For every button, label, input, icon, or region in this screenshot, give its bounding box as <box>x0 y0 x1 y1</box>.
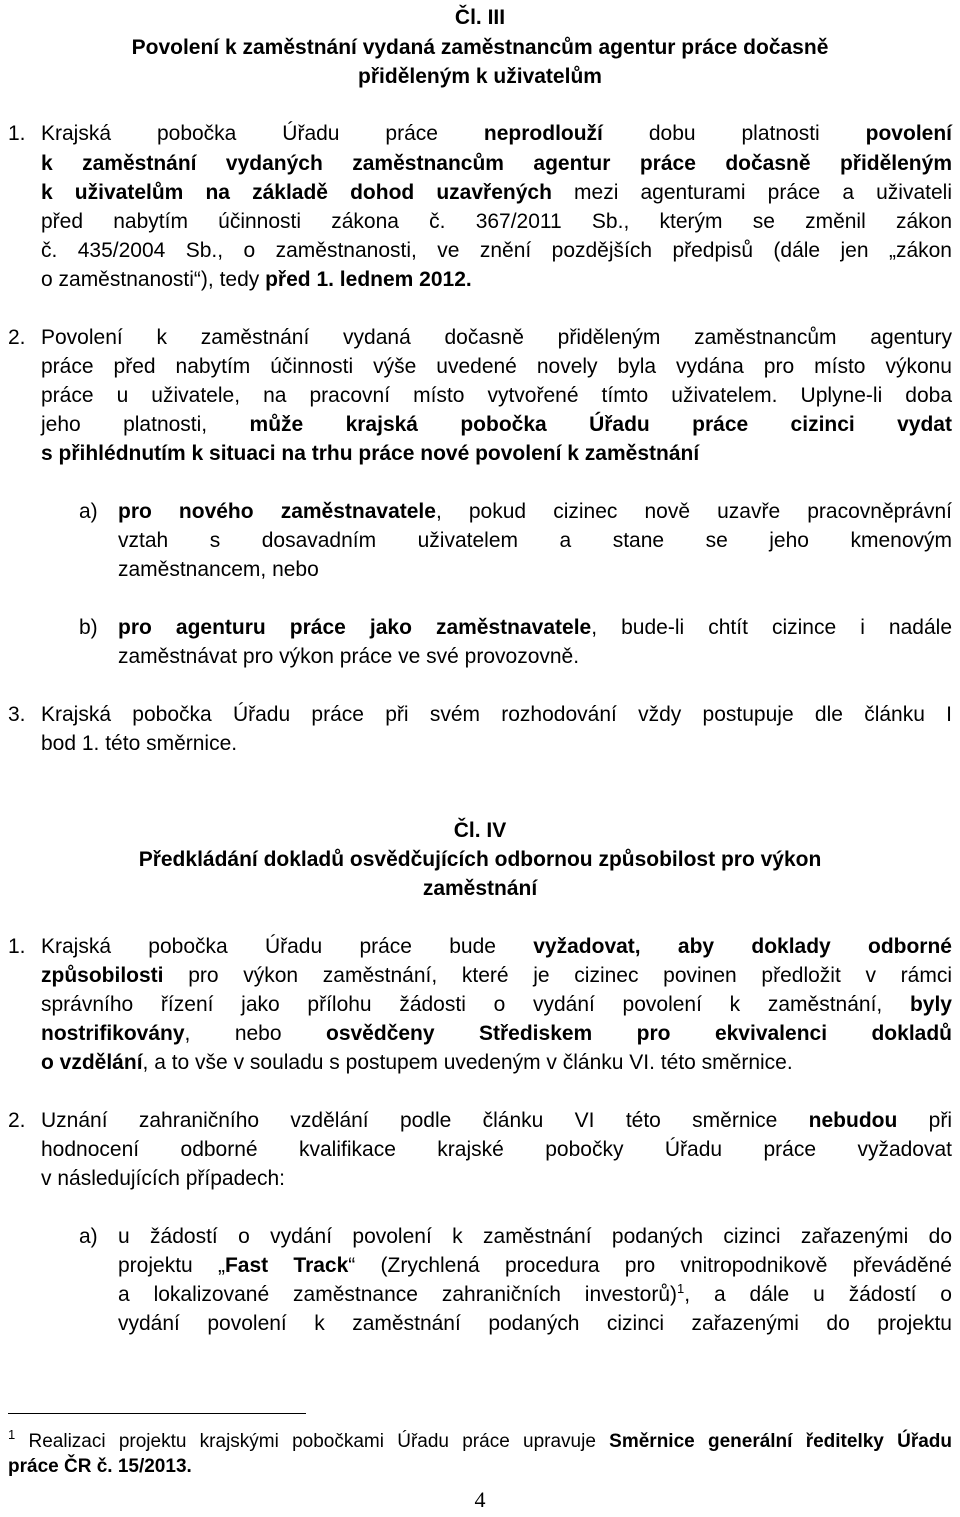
paragraph-line: Krajská pobočka Úřadu práce neprodlouží dobu platnosti povolení <box>41 122 952 145</box>
footnote-line: práce ČR č. 15/2013. <box>8 1456 192 1477</box>
paragraph-line: č. 435/2004 Sb., o zaměstnanosti, ve znění pozdějších předpisů (dále jen „zákon <box>41 239 952 262</box>
paragraph-line: hodnocení odborné kvalifikace krajské pobočky Úřadu práce vyžadovat <box>41 1138 952 1161</box>
list-item-line: vydání povolení k zaměstnání podaných cizinci zařazenými do projektu <box>118 1312 952 1335</box>
article-4-heading: Čl. IV <box>453 819 507 842</box>
paragraph-line: práce před nabytím účinnosti výše uvedené novely byla vydána pro místo výkonu <box>41 355 952 378</box>
paragraph-line: práce u uživatele, na pracovní místo vytvořené tímto uživatelem. Uplyne-li doba <box>41 384 952 407</box>
paragraph-line: o vzdělání, a to vše v souladu s postupem uvedeným v článku VI. této směrnice. <box>41 1051 793 1074</box>
paragraph-line: o zaměstnanosti“), tedy před 1. lednem 2012. <box>41 268 472 291</box>
list-item-line: zaměstnancem, nebo <box>118 558 319 581</box>
paragraph-line: jeho platnosti, může krajská pobočka Úřadu práce cizinci vydat <box>41 413 952 436</box>
footnote-line: $^1$ Realizaci projektu krajskými pobočkami Úřadu práce upravuje Směrnice generální ředitelky Úřadu <box>8 1427 952 1452</box>
paragraph-line: Povolení k zaměstnání vydaná dočasně přiděleným zaměstnancům agentury <box>41 326 952 349</box>
list-label: b) <box>79 616 98 639</box>
list-item-line: a lokalizované zaměstnance zahraničních investorů)$^1$, a dále u žádostí o <box>118 1281 952 1306</box>
paragraph-line: před nabytím účinnosti zákona č. 367/2011 Sb., kterým se změnil zákon <box>41 210 952 233</box>
article-4-title-line-2: zaměstnání <box>422 877 538 900</box>
article-4-title-line-1: Předkládání dokladů osvědčujících odbornou způsobilost pro výkon <box>138 848 822 871</box>
paragraph-line: Uznání zahraničního vzdělání podle článku VI této směrnice nebudou při <box>41 1109 952 1132</box>
list-item-line: pro nového zaměstnavatele, pokud cizinec nově uzavře pracovněprávní <box>118 500 952 523</box>
paragraph-line: v následujících případech: <box>41 1167 285 1190</box>
list-item-line: projektu „Fast Track“ (Zrychlená procedura pro vnitropodnikově převáděné <box>118 1254 952 1277</box>
paragraph-number: 1. <box>8 935 26 958</box>
paragraph-line: k zaměstnání vydaných zaměstnancům agentur práce dočasně přiděleným <box>41 152 952 175</box>
list-item-line: u žádostí o vydání povolení k zaměstnání podaných cizinci zařazenými do <box>118 1225 952 1248</box>
paragraph-number: 2. <box>8 326 26 349</box>
paragraph-number: 2. <box>8 1109 26 1132</box>
paragraph-line: k uživatelům na základě dohod uzavřených mezi agenturami práce a uživateli <box>41 181 952 204</box>
list-item-line: vztah s dosavadním uživatelem a stane se jeho kmenovým <box>118 529 952 552</box>
article-3-heading: Čl. III <box>454 6 506 29</box>
paragraph-line: s přihlédnutím k situaci na trhu práce nové povolení k zaměstnání <box>41 442 700 465</box>
list-label: a) <box>79 1225 98 1248</box>
paragraph-line: způsobilosti pro výkon zaměstnání, které je cizinec povinen předložit v rámci <box>41 964 952 987</box>
page-number: 4 <box>474 1487 486 1512</box>
footnote-separator <box>8 1413 306 1414</box>
footnote-number: 1 <box>8 1427 16 1442</box>
paragraph-line: bod 1. této směrnice. <box>41 732 238 755</box>
footnote-reference: 1 <box>677 1281 685 1296</box>
paragraph-line: Krajská pobočka Úřadu práce při svém rozhodování vždy postupuje dle článku I <box>41 703 952 726</box>
paragraph-number: 1. <box>8 122 26 145</box>
list-item-line: zaměstnávat pro výkon práce ve své provozovně. <box>118 645 580 668</box>
list-label: a) <box>79 500 98 523</box>
paragraph-line: Krajská pobočka Úřadu práce bude vyžadovat, aby doklady odborné <box>41 935 952 958</box>
article-3-title-line-1: Povolení k zaměstnání vydaná zaměstnancům agentur práce dočasně <box>131 36 829 59</box>
paragraph-number: 3. <box>8 703 26 726</box>
article-3-title-line-2: přiděleným k uživatelům <box>358 65 602 88</box>
paragraph-line: správního řízení jako přílohu žádosti o vydání povolení k zaměstnání, byly <box>41 993 952 1016</box>
list-item-line: pro agenturu práce jako zaměstnavatele, bude-li chtít cizince i nadále <box>118 616 952 639</box>
paragraph-line: nostrifikovány, nebo osvědčeny Střediskem pro ekvivalenci dokladů <box>41 1022 952 1045</box>
